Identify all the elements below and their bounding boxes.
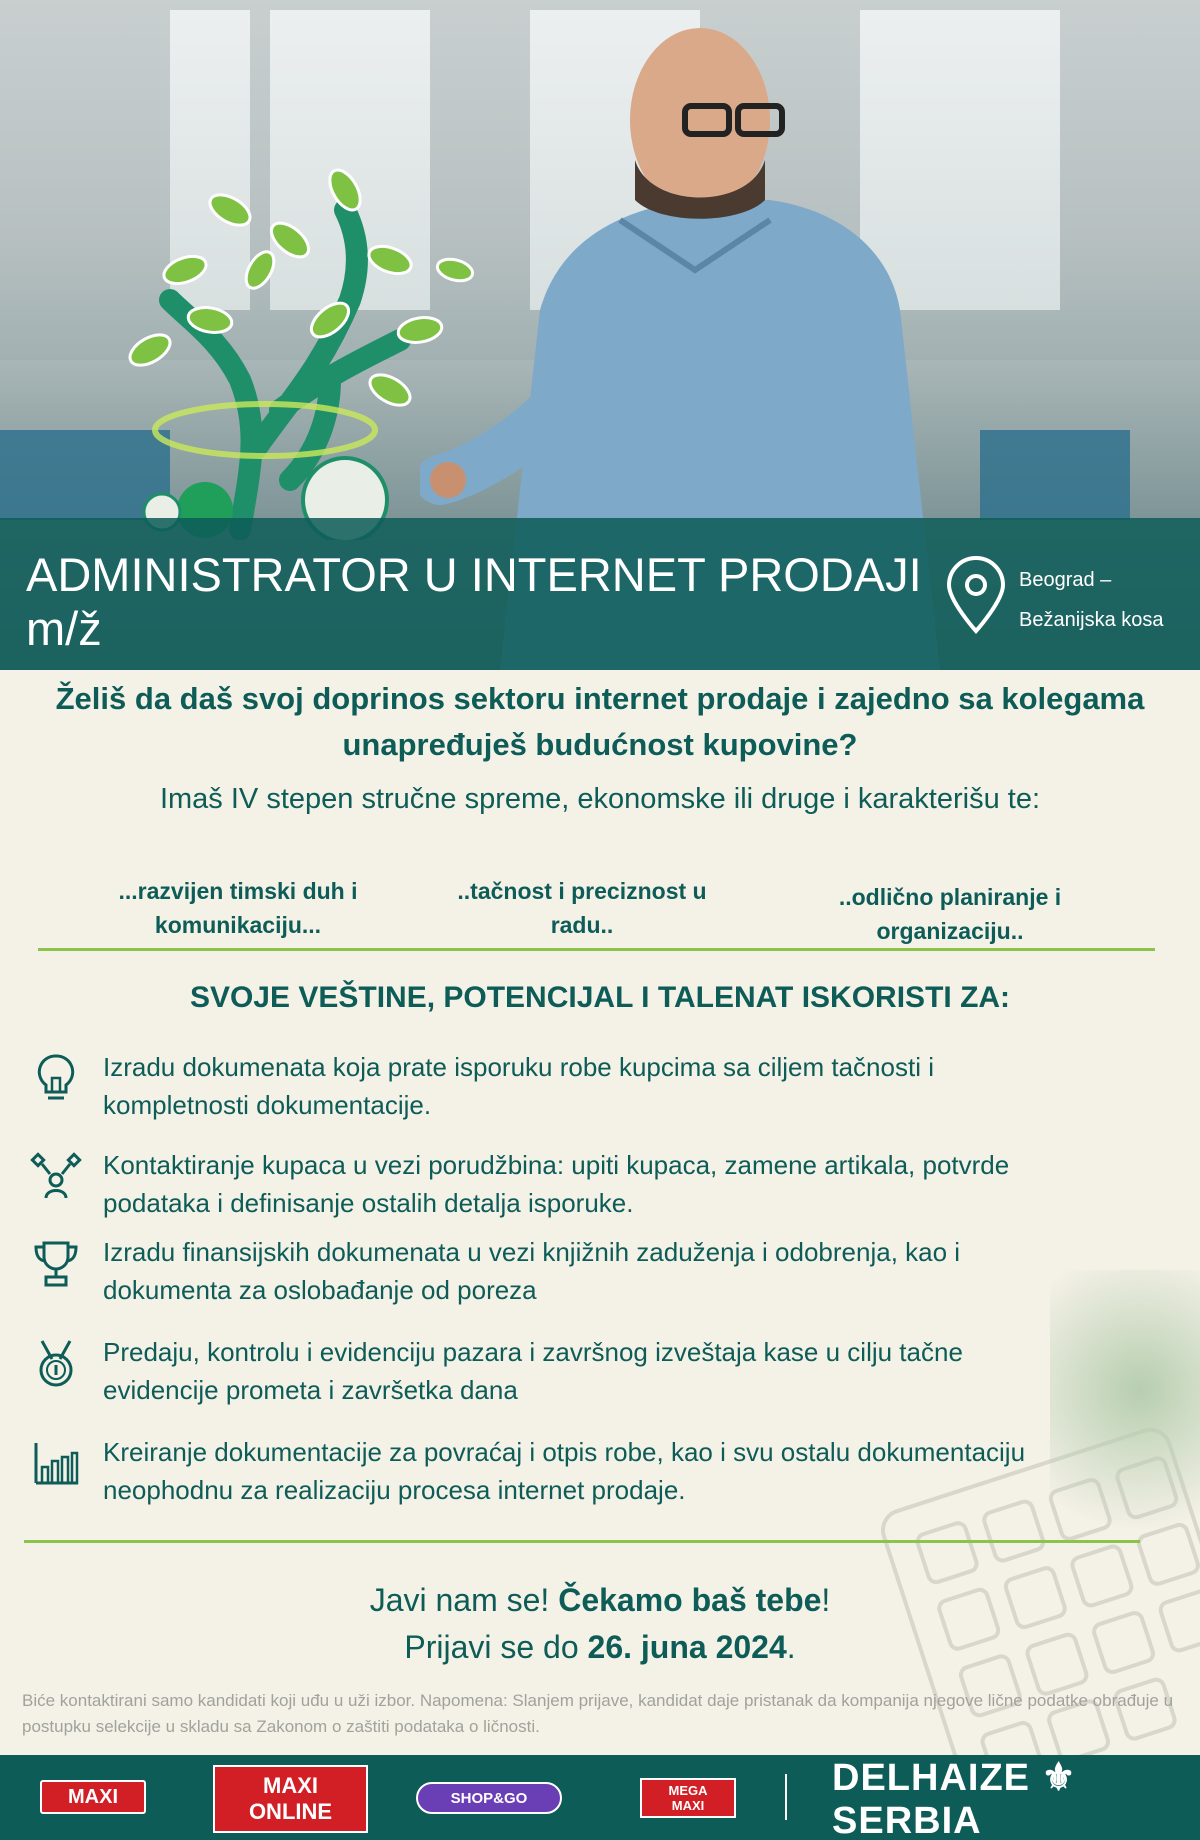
logo-text: MEGA [668, 1783, 708, 1798]
cta-line-1 [40, 1582, 1160, 1619]
task-text: Kreiranje dokumentacije za povraćaj i otpis robe, kao i svu ostalu dokumentaciju neophodnu za realizaciju procesa internet prodaje. [103, 1437, 1026, 1505]
office-monitor [980, 430, 1130, 520]
trait-planning: ..odlično planiranje i organizaciju.. [838, 884, 1062, 944]
mega-maxi-logo [640, 1778, 736, 1818]
location-city: Beograd – [1019, 569, 1112, 591]
section-heading: SVOJE VEŠTINE, POTENCIJAL I TALENAT ISKORISTI ZA: [189, 981, 1011, 1014]
lightbulb-icon [30, 1052, 82, 1104]
shop-and-go-logo: SHOP&GO [416, 1782, 562, 1814]
logo-text: MAXI [671, 1798, 705, 1813]
job-location [1019, 560, 1194, 640]
team-network-icon [30, 1150, 82, 1202]
task-text: Predaju, kontrolu i evidenciju pazara i završnog izveštaja kase u cilju tačne evidencije prometa i završetka dana [103, 1337, 963, 1405]
divider [24, 1540, 1140, 1543]
logo-text: ONLINE [248, 1799, 333, 1824]
cta-emphasis: Čekamo baš tebe [558, 1582, 822, 1618]
footer-separator [785, 1774, 787, 1820]
maxi-logo: MAXI [40, 1780, 146, 1814]
cta-text: Javi nam se! [369, 1582, 559, 1618]
trophy-icon [30, 1237, 82, 1289]
trait-teamwork: ...razvijen timski duh i komunikaciju... [118, 878, 358, 938]
cta-text: . [786, 1629, 796, 1665]
logo-text: MAXI [263, 1773, 318, 1798]
divider [38, 948, 1155, 951]
maxi-online-logo [213, 1765, 368, 1833]
task-text: Izradu finansijskih dokumenata u vezi knjižnih zaduženja i odobrenja, kao i dokumenta za oslobađanje od poreza [103, 1237, 961, 1305]
trait-precision: ..tačnost i preciznost u radu.. [457, 878, 707, 938]
cta-text: Prijavi se do [404, 1629, 588, 1665]
requirement-text: Imaš IV stepen stručne spreme, ekonomske ili druge i karakterišu te: [159, 783, 1041, 815]
delhaize-serbia-logo: DELHAIZE ⚜ SERBIA [832, 1757, 1077, 1840]
grass-ghost [1050, 1270, 1200, 1570]
map-pin-icon [943, 555, 1009, 635]
medal-icon [30, 1337, 82, 1389]
disclaimer: Biće kontaktirani samo kandidati koji uđu u uži izbor. Napomena: Slanjem prijave, kandidat daje pristanak da kompanija njegove lične podatke obrađuje u postupku selekcije u skladu sa Zakonom o zaštiti podataka o ličnosti. [22, 1691, 1174, 1736]
cta-deadline [40, 1629, 1160, 1666]
task-text: Kontaktiranje kupaca u vezi porudžbina: upiti kupaca, zamene artikala, potvrde podataka i definisanje ostalih detalja isporuke. [103, 1150, 1010, 1218]
job-title: ADMINISTRATOR U INTERNET PRODAJI m/ž [26, 548, 922, 655]
deadline-date: 26. juna 2024 [587, 1629, 787, 1665]
bar-chart-icon [30, 1437, 82, 1489]
location-district: Bežanijska kosa [1019, 609, 1164, 631]
cta-text: ! [821, 1582, 831, 1618]
intro-question: Želiš da daš svoj doprinos sektoru internet prodaje i zajedno sa kolegama unapređuješ budućnost kupovine? [55, 681, 1145, 762]
task-text: Izradu dokumenata koja prate isporuku robe kupcima sa ciljem tačnosti i kompletnosti dokumentacije. [103, 1052, 934, 1120]
